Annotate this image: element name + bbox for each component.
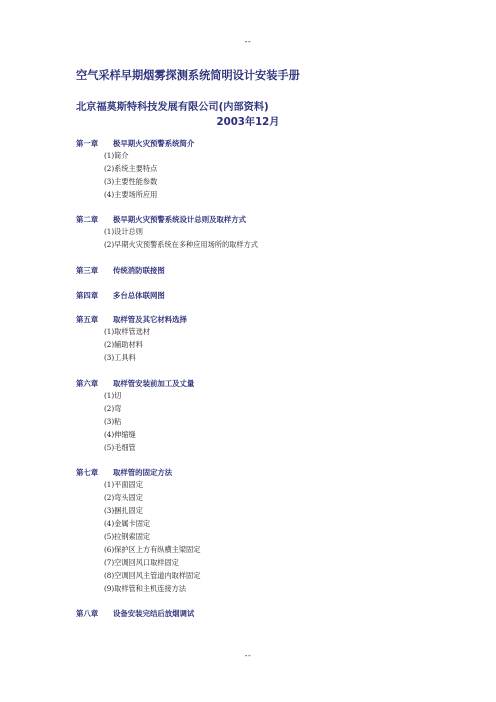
chapter-title: 多台总体联网图 [113,291,165,300]
page-header: -- [244,37,252,46]
toc-item: (4)金属卡固定 [104,519,151,528]
chapter-number: 第六章 [76,379,99,388]
chapter-number: 第一章 [76,139,99,148]
toc-item: (5)毛细管 [104,443,136,452]
chapter-title: 极早期火灾预警系统简介 [113,139,195,148]
toc-item: (2)系统主要特点 [104,164,158,173]
toc-item: (2)辅助材料 [104,340,143,349]
chapter-7-heading [76,467,172,478]
chapter-6-heading [76,378,194,389]
toc-item: (1)平面固定 [104,480,143,489]
chapter-number: 第四章 [76,291,99,300]
toc-item: (3)主要性能参数 [104,177,158,186]
chapter-number: 第七章 [76,468,99,477]
page-footer: -- [244,651,252,660]
chapter-3-heading [76,265,165,276]
toc-item: (4)伸缩缝 [104,430,136,439]
chapter-5-heading [76,314,187,325]
chapter-8-heading [76,608,194,619]
toc-item: (1)设计总则 [104,227,143,236]
chapter-title: 取样管的固定方法 [113,468,173,477]
chapter-number: 第五章 [76,315,99,324]
toc-item: (2)早期火灾预警系统在多种应用场所的取样方式 [104,240,258,249]
toc-item: (6)保护区上方有纵横主梁固定 [104,545,201,554]
chapter-number: 第二章 [76,215,99,224]
toc-item: (7)空调回风口取样固定 [104,558,179,567]
chapter-4-heading [76,290,165,301]
toc-item: (8)空调回风主管道内取样固定 [104,571,201,580]
toc-item: (3)工具料 [104,353,136,362]
document-title: 空气采样早期烟雾探测系统简明设计安装手册 [76,69,300,82]
toc-item: (1)取样管选材 [104,327,151,336]
chapter-title: 传统消防联接图 [113,266,165,275]
chapter-number: 第八章 [76,609,99,618]
chapter-number: 第三章 [76,266,99,275]
toc-item: (1)简介 [104,151,129,160]
chapter-2-heading [76,214,246,225]
toc-item: (3)捆扎固定 [104,506,143,515]
chapter-title: 设备安装完结后放烟调试 [113,609,195,618]
toc-item: (2)弯头固定 [104,493,143,502]
chapter-title: 极早期火灾预警系统设计总则及取样方式 [113,215,247,224]
toc-item: (3)粘 [104,417,122,426]
toc-item: (9)取样管和主机连接方法 [104,584,187,593]
company-name: 北京福莫斯特科技发展有限公司(内部资料) [76,102,269,113]
toc-item: (4)主要场所应用 [104,190,158,199]
chapter-title: 取样管安装前加工及丈量 [113,379,195,388]
chapter-title: 取样管及其它材料选择 [113,315,187,324]
chapter-1-heading [76,138,194,149]
document-date: 2003年12月 [216,117,280,128]
toc-item: (1)切 [104,391,122,400]
toc-item: (5)拉钢索固定 [104,532,151,541]
toc-item: (2)弯 [104,404,122,413]
